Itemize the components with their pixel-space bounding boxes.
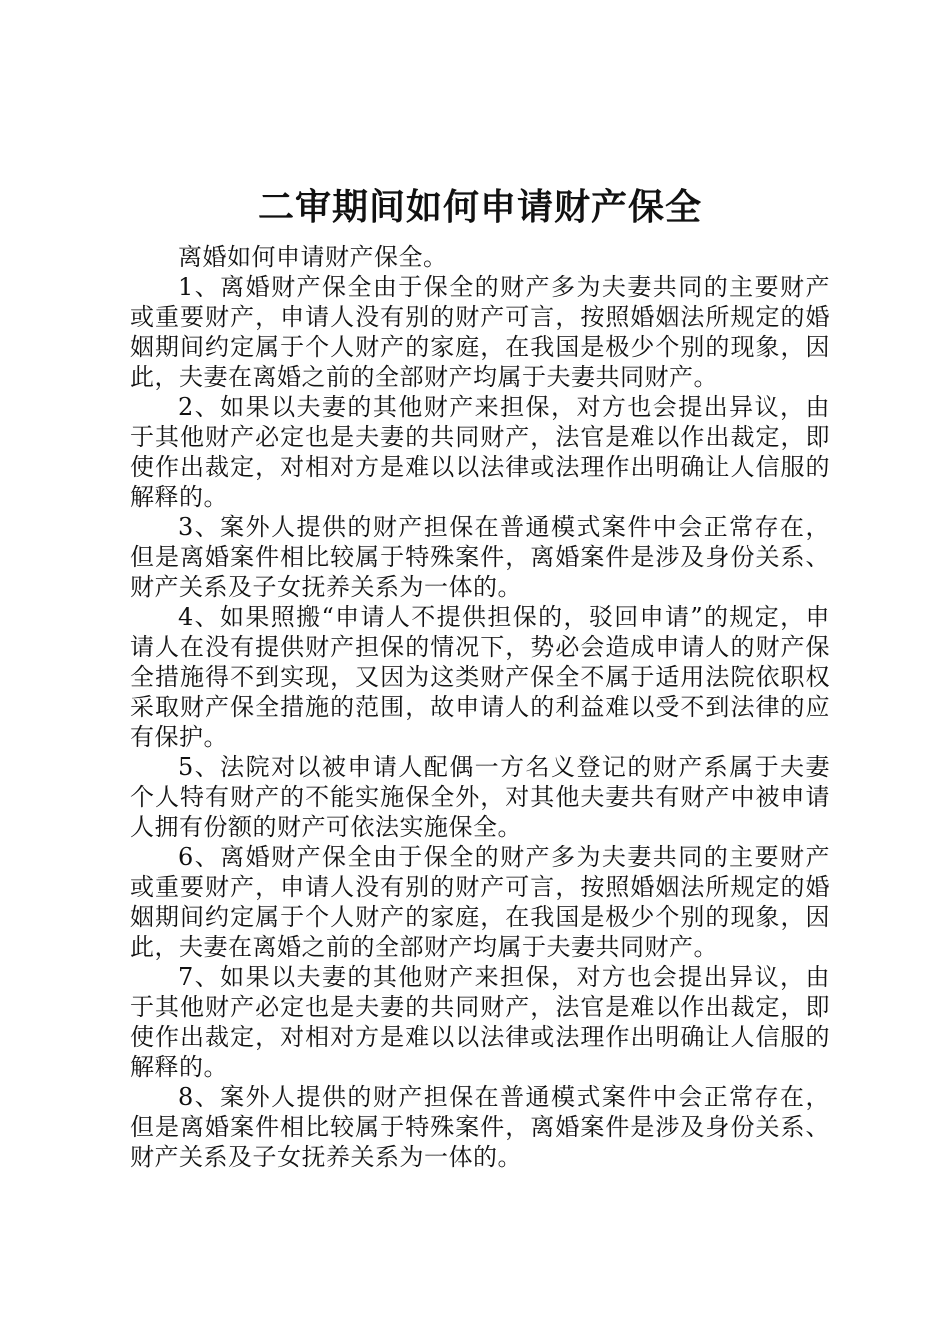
paragraph-3: 3、案外人提供的财产担保在普通模式案件中会正常存在，但是离婚案件相比较属于特殊案件，离婚案件是涉及身份关系、财产关系及子女抚养关系为一体的。 [130, 513, 830, 601]
paragraph-7: 7、如果以夫妻的其他财产来担保，对方也会提出异议，由于其他财产必定也是夫妻的共同财产，法官是难以作出裁定，即使作出裁定，对相对方是难以以法律或法理作出明确让人信服的解释的。 [130, 963, 830, 1081]
paragraph-intro: 离婚如何申请财产保全。 [178, 243, 448, 271]
paragraph-4: 4、如果照搬“申请人不提供担保的，驳回申请”的规定，申请人在没有提供财产担保的情况下，势必会造成申请人的财产保全措施得不到实现，又因为这类财产保全不属于适用法院依职权采取财产保全措施的范围，故申请人的利益难以受不到法律的应有保护。 [130, 603, 830, 751]
paragraph-6: 6、离婚财产保全由于保全的财产多为夫妻共同的主要财产或重要财产，申请人没有别的财产可言，按照婚姻法所规定的婚姻期间约定属于个人财产的家庭，在我国是极少个别的现象，因此，夫妻在离婚之前的全部财产均属于夫妻共同财产。 [130, 843, 830, 961]
paragraph-2: 2、如果以夫妻的其他财产来担保，对方也会提出异议，由于其他财产必定也是夫妻的共同财产，法官是难以作出裁定，即使作出裁定，对相对方是难以以法律或法理作出明确让人信服的解释的。 [130, 393, 830, 511]
paragraph-1: 1、离婚财产保全由于保全的财产多为夫妻共同的主要财产或重要财产，申请人没有别的财产可言，按照婚姻法所规定的婚姻期间约定属于个人财产的家庭，在我国是极少个别的现象，因此，夫妻在离婚之前的全部财产均属于夫妻共同财产。 [130, 273, 830, 391]
paragraph-8: 8、案外人提供的财产担保在普通模式案件中会正常存在，但是离婚案件相比较属于特殊案件，离婚案件是涉及身份关系、财产关系及子女抚养关系为一体的。 [130, 1083, 830, 1171]
document-title: 二审期间如何申请财产保全 [257, 186, 702, 228]
paragraph-5: 5、法院对以被申请人配偶一方名义登记的财产系属于夫妻个人特有财产的不能实施保全外，对其他夫妻共有财产中被申请人拥有份额的财产可依法实施保全。 [130, 753, 830, 841]
document-page [130, 178, 830, 1172]
